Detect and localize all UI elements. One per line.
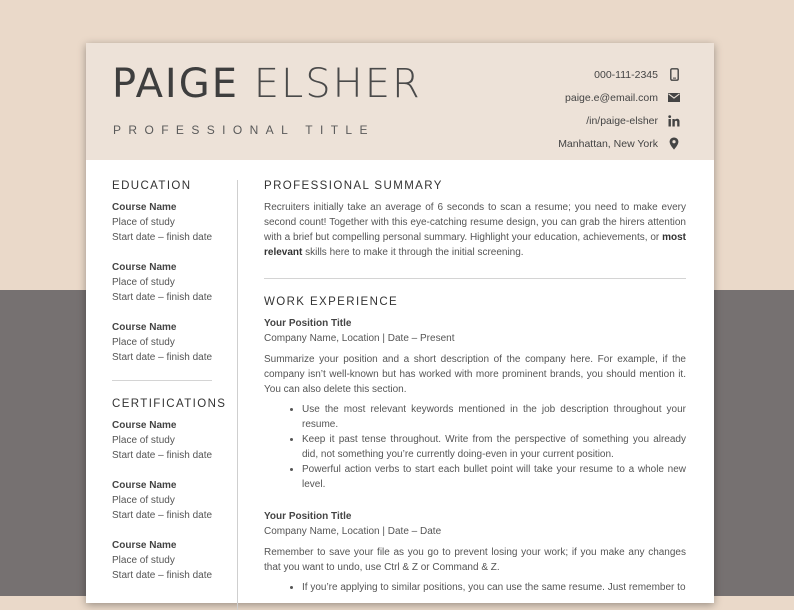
resume-page	[86, 43, 714, 603]
education-heading: EDUCATION	[112, 180, 192, 192]
experience-heading: WORK EXPERIENCE	[264, 296, 399, 308]
phone-icon	[668, 68, 680, 82]
job-bullets	[264, 580, 686, 595]
contact-location	[440, 132, 680, 155]
course-name: Course Name	[112, 262, 177, 273]
left-column	[112, 180, 227, 598]
summary-heading: PROFESSIONAL SUMMARY	[264, 180, 443, 192]
certification-item	[112, 538, 212, 583]
course-place: Place of study	[112, 217, 175, 228]
job-entry	[264, 316, 686, 492]
list-item: • Powerful action verbs to start each bullet point will take your resume to a whole new level.	[302, 462, 686, 492]
linkedin-icon	[668, 114, 680, 128]
job-company: Company Name, Location | Date – Date	[264, 526, 442, 537]
right-column	[264, 180, 686, 595]
phone-text: 000-111-2345	[594, 68, 658, 81]
education-item	[112, 320, 212, 365]
course-place: Place of study	[112, 435, 175, 446]
course-place: Place of study	[112, 495, 175, 506]
email-icon	[668, 91, 680, 105]
list-item: • Keep it past tense throughout. Write from the perspective of something you already did, not something you’re currently doing-even in your current position.	[302, 432, 686, 462]
course-dates: Start date – finish date	[112, 232, 213, 243]
job-description: Remember to save your file as you go to prevent losing your work; if you make any changes that you want to undo, use Ctrl & Z or Command & Z.	[264, 547, 686, 573]
location-icon	[668, 137, 680, 151]
location-text: Manhattan, New York	[558, 137, 658, 150]
summary-bold-text: most relevant	[264, 232, 686, 258]
email-text: paige.e@email.com	[565, 91, 658, 104]
summary-text-part: Recruiters initially take an average of 6 seconds to scan a resume; you need to make every second count! Together with this eye-catching resume design, you can grab the hirers attention with a brief but compelling personal summary. Highlight your education, achievements, or	[264, 202, 686, 243]
course-dates: Start date – finish date	[112, 450, 213, 461]
education-item	[112, 200, 212, 245]
contact-phone	[440, 63, 680, 86]
certification-item	[112, 478, 212, 523]
section-divider	[112, 380, 212, 381]
course-name: Course Name	[112, 202, 177, 213]
course-name: Course Name	[112, 322, 177, 333]
section-divider	[264, 278, 686, 279]
education-item	[112, 260, 212, 305]
certifications-heading: CERTIFICATIONS	[112, 398, 227, 410]
job-entry	[264, 509, 686, 595]
summary-text	[264, 200, 686, 260]
course-dates: Start date – finish date	[112, 352, 213, 363]
job-position: Your Position Title	[264, 511, 352, 522]
course-place: Place of study	[112, 277, 175, 288]
job-position: Your Position Title	[264, 318, 352, 329]
list-item: • If you’re applying to similar positions, you can use the same resume. Just remember to	[302, 580, 686, 595]
course-place: Place of study	[112, 337, 175, 348]
contact-block	[440, 63, 680, 155]
course-name: Course Name	[112, 420, 177, 431]
job-company: Company Name, Location | Date – Present	[264, 333, 455, 344]
resume-header	[86, 43, 714, 160]
list-item: • Use the most relevant keywords mentioned in the job description throughout your resume.	[302, 402, 686, 432]
course-dates: Start date – finish date	[112, 570, 213, 581]
course-dates: Start date – finish date	[112, 292, 213, 303]
certification-item	[112, 418, 212, 463]
contact-email	[440, 86, 680, 109]
job-description: Summarize your position and a short description of the company here. For example, if the company isn’t well-known but has worked with more prominent brands, you should mention it. You can also delete this section.	[264, 354, 686, 395]
course-place: Place of study	[112, 555, 175, 566]
job-bullets	[264, 402, 686, 492]
professional-title: PROFESSIONAL TITLE	[113, 123, 375, 137]
contact-linkedin	[440, 109, 680, 132]
course-name: Course Name	[112, 540, 177, 551]
course-name: Course Name	[112, 480, 177, 491]
linkedin-text: /in/paige-elsher	[586, 114, 658, 127]
column-divider	[237, 180, 238, 610]
first-name: PAIGE	[112, 61, 239, 107]
summary-text-part: skills here to make it through the initial screening.	[302, 247, 524, 258]
course-dates: Start date – finish date	[112, 510, 213, 521]
last-name: ELSHER	[253, 61, 422, 107]
candidate-name	[112, 61, 422, 107]
